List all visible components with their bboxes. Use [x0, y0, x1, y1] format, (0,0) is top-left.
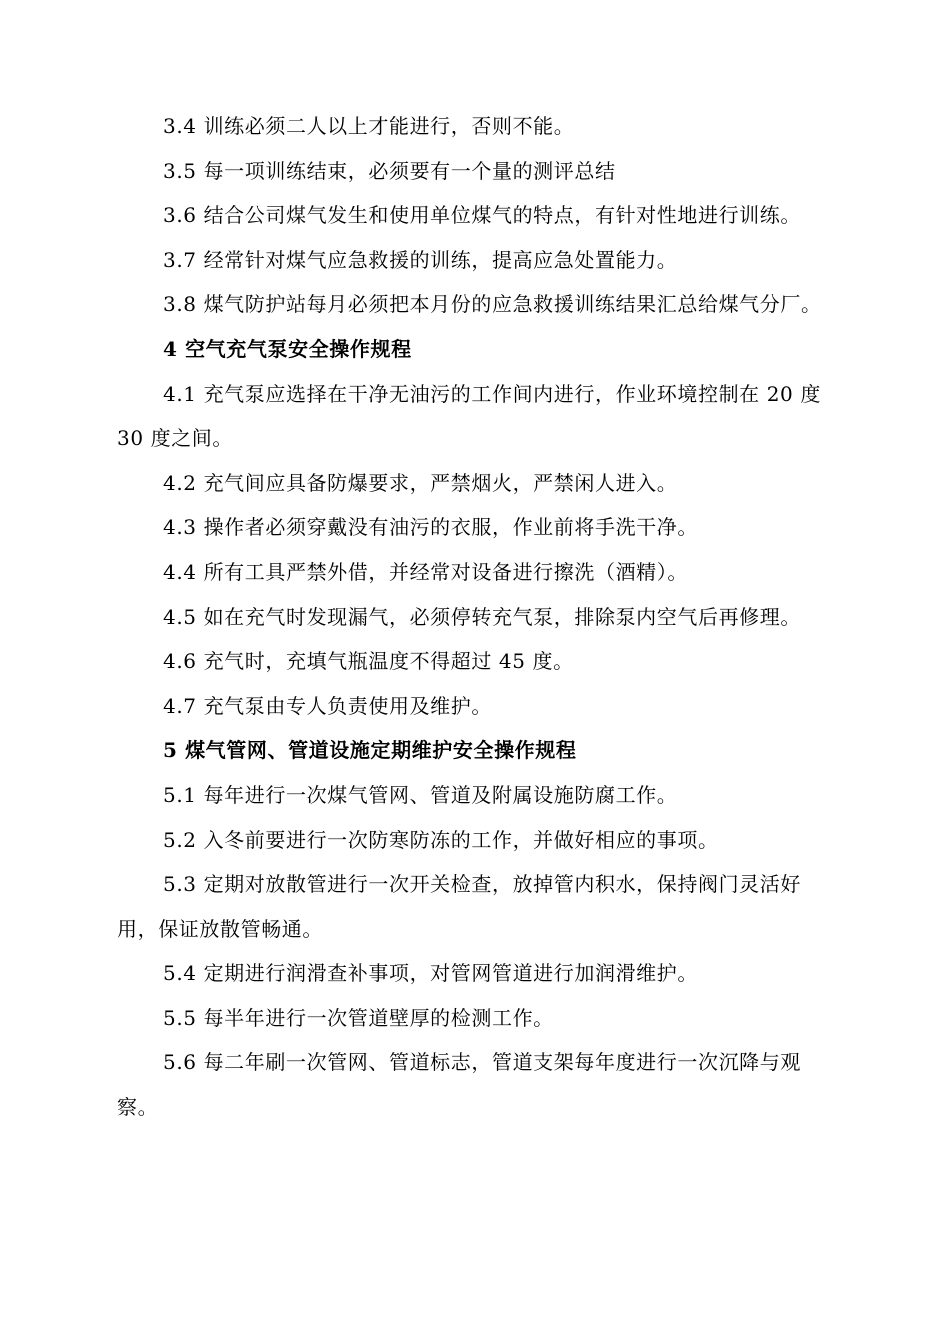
paragraph-5-3: 5.3 定期对放散管进行一次开关检查，放掉管内积水，保持阀门灵活好用，保证放散管畅通。: [117, 872, 801, 941]
paragraph-3-6: 3.6 结合公司煤气发生和使用单位煤气的特点，有针对性地进行训练。: [163, 203, 801, 228]
paragraph-5-1: 5.1 每年进行一次煤气管网、管道及附属设施防腐工作。: [163, 782, 678, 807]
paragraph-4-7: 4.7 充气泵由专人负责使用及维护。: [163, 693, 492, 718]
section-heading-4: 4 空气充气泵安全操作规程: [163, 336, 412, 361]
paragraph-3-4: 3.4 训练必须二人以上才能进行，否则不能。: [163, 114, 575, 138]
paragraph-5-6: 5.6 每二年刷一次管网、管道标志，管道支架每年度进行一次沉降与观察。: [117, 1050, 801, 1120]
paragraph-4-5: 4.5 如在充气时发现漏气，必须停转充气泵，排除泵内空气后再修理。: [163, 604, 801, 629]
paragraph-3-8: 3.8 煤气防护站每月必须把本月份的应急救援训练结果汇总给煤气分厂。: [163, 292, 822, 317]
paragraph-5-5: 5.5 每半年进行一次管道壁厚的检测工作。: [163, 1005, 554, 1030]
paragraph-4-1: 4.1 充气泵应选择在干净无油污的工作间内进行，作业环境控制在 20 度30 度之间。: [117, 381, 821, 451]
paragraph-5-4: 5.4 定期进行润滑查补事项，对管网管道进行加润滑维护。: [163, 961, 698, 986]
paragraph-4-3: 4.3 操作者必须穿戴没有油污的衣服，作业前将手洗干净。: [163, 515, 698, 540]
paragraph-4-4: 4.4 所有工具严禁外借，并经常对设备进行擦洗（酒精）。: [163, 559, 688, 584]
paragraph-5-2: 5.2 入冬前要进行一次防寒防冻的工作，并做好相应的事项。: [163, 827, 719, 852]
section-heading-5: 5 煤气管网、管道设施定期维护安全操作规程: [163, 738, 577, 763]
paragraph-3-5: 3.5 每一项训练结束，必须要有一个量的测评总结: [163, 158, 616, 183]
paragraph-3-7: 3.7 经常针对煤气应急救援的训练，提高应急处置能力。: [163, 247, 678, 272]
paragraph-4-6: 4.6 充气时，充填气瓶温度不得超过 45 度。: [163, 649, 574, 674]
document-body: [117, 104, 833, 1130]
paragraph-4-2: 4.2 充气间应具备防爆要求，严禁烟火，严禁闲人进入。: [163, 470, 678, 495]
